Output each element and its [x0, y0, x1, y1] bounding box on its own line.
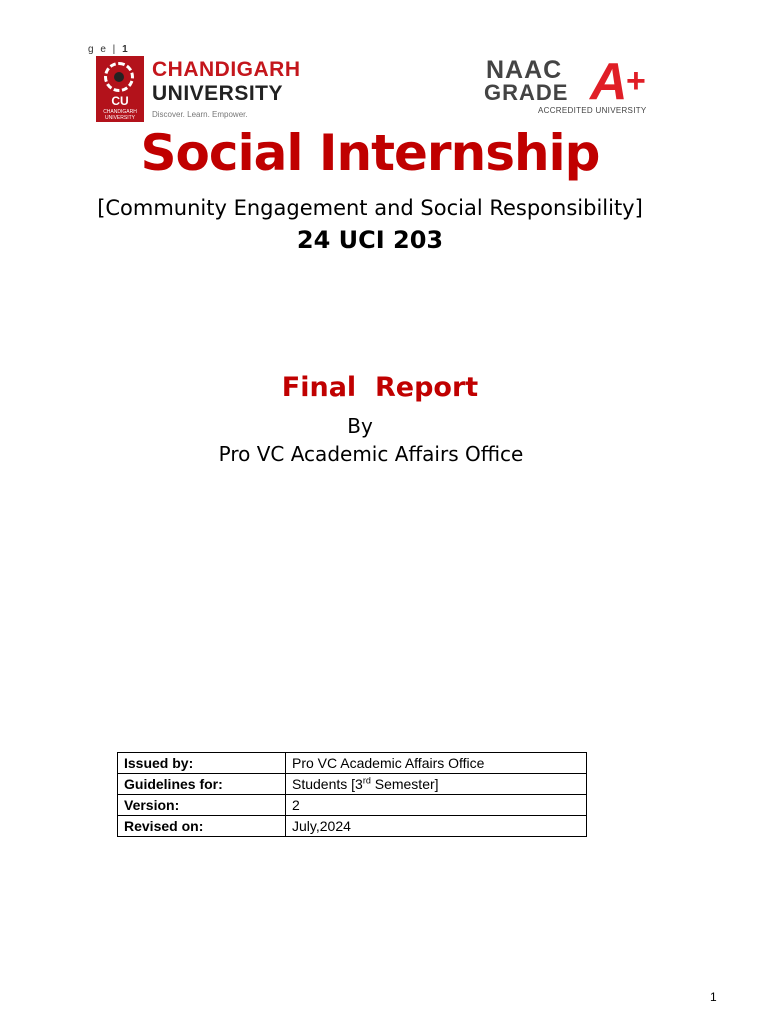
grade-letter: A: [590, 53, 628, 111]
report-label: Final Report: [281, 372, 479, 403]
info-table: [117, 752, 587, 837]
table-key: Issued by:: [118, 753, 286, 774]
document-subtitle: [Community Engagement and Social Responsibility]: [97, 196, 643, 220]
table-value: 2: [286, 795, 587, 816]
header-page-number: 1: [122, 44, 128, 55]
table-value: July,2024: [286, 816, 587, 837]
table-key: Revised on:: [118, 816, 286, 837]
accredited-text: ACCREDITED UNIVERSITY: [538, 106, 647, 115]
table-row: [118, 816, 587, 837]
cu-tagline: Discover. Learn. Empower.: [152, 110, 248, 119]
grade-plus: +: [626, 62, 646, 100]
chandigarh-university-logo: [96, 56, 301, 122]
cu-emblem-small-text: CHANDIGARH UNIVERSITY: [103, 109, 137, 121]
naac-grade-logo: [484, 53, 660, 118]
table-value: Pro VC Academic Affairs Office: [286, 753, 587, 774]
footer-page-number: 1: [710, 990, 717, 1004]
table-key: Version:: [118, 795, 286, 816]
table-row: [118, 774, 587, 795]
by-label: By: [347, 414, 373, 438]
table-value: [286, 774, 587, 795]
value-pre: Students [3: [292, 776, 363, 792]
page-header: g e | 1: [88, 44, 128, 55]
table-row: [118, 795, 587, 816]
gear-icon: [104, 62, 134, 92]
cu-emblem-icon: [96, 56, 144, 122]
page-label: g e: [88, 44, 108, 55]
value-post: Semester]: [370, 776, 439, 792]
table-key: Guidelines for:: [118, 774, 286, 795]
document-title: Social Internship: [140, 124, 600, 182]
table-row: [118, 753, 587, 774]
author-office: Pro VC Academic Affairs Office: [218, 442, 524, 466]
naac-text: NAAC: [486, 56, 563, 84]
course-code: 24 UCI 203: [296, 226, 444, 254]
cu-name-line2: UNIVERSITY: [152, 82, 284, 105]
grade-text: GRADE: [484, 80, 569, 105]
value-sup: rd: [362, 775, 371, 786]
cu-name-line1: CHANDIGARH: [152, 58, 301, 81]
cu-emblem-text: CU: [111, 94, 129, 108]
